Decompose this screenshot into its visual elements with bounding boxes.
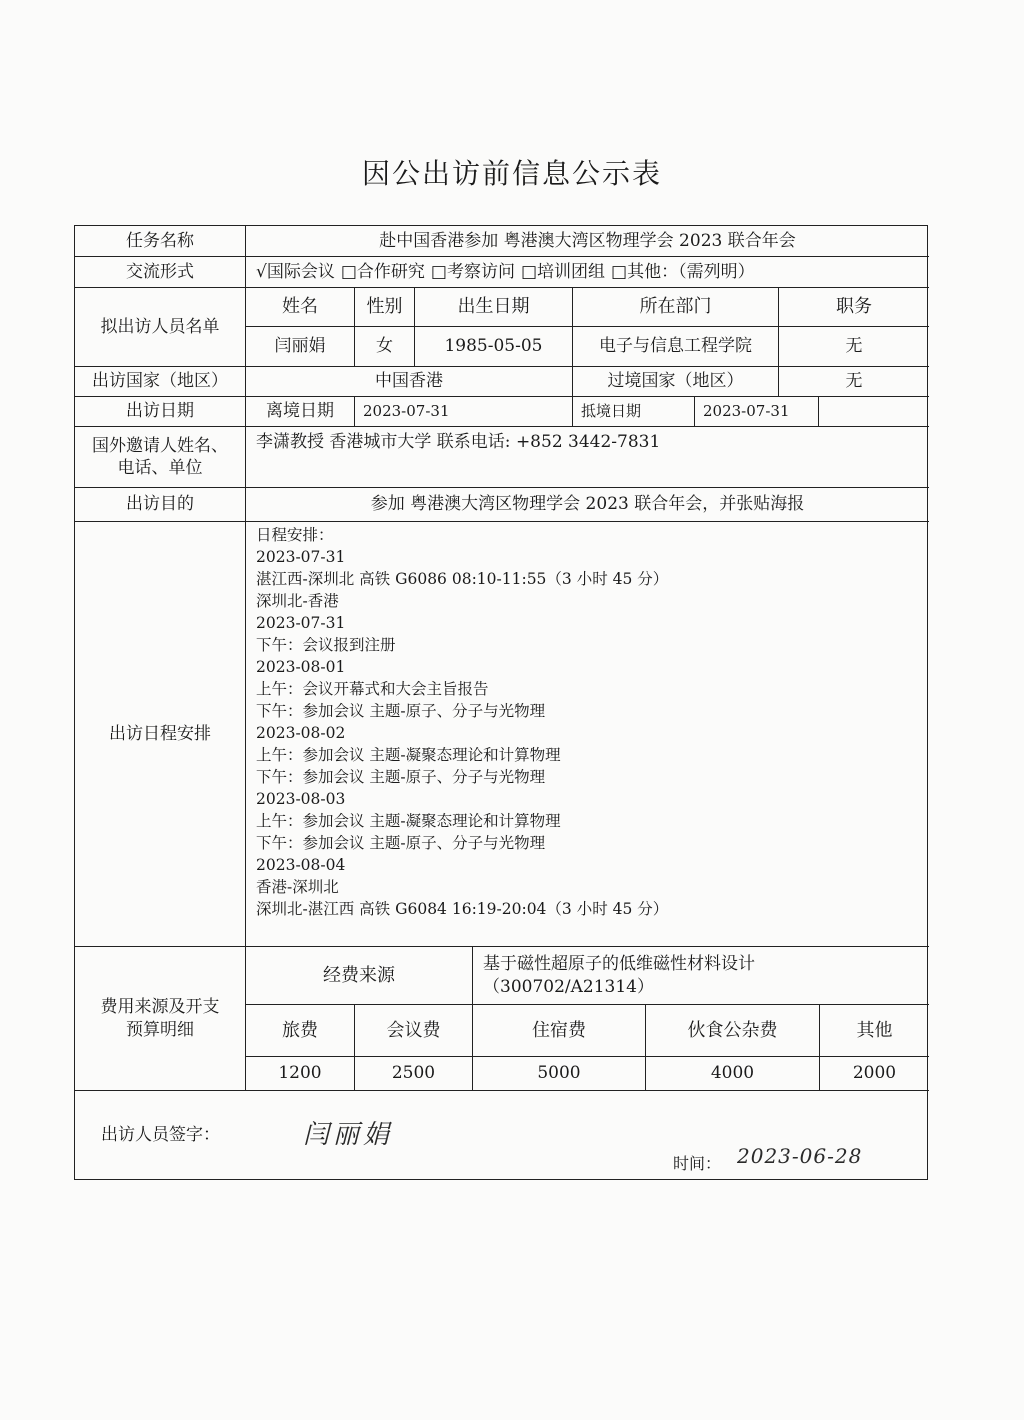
schedule-line: 深圳北-香港 [256, 592, 339, 610]
inviter-label-line2: 电话、单位 [117, 458, 203, 478]
handwritten-signature: 闫丽娟 [303, 1120, 394, 1150]
source-label: 经费来源 [246, 947, 473, 1005]
signature-label: 出访人员签字： [101, 1124, 220, 1145]
value-conference: 2500 [355, 1057, 473, 1091]
transit-label: 过境国家（地区） [573, 367, 779, 397]
value-lodging: 5000 [473, 1057, 646, 1091]
budget-label [75, 947, 246, 1091]
header-gender: 性别 [355, 288, 415, 327]
transit-value: 无 [779, 367, 929, 397]
schedule-line: 湛江西-深圳北 高铁 G6086 08:10-11:55（3 小时 45 分） [256, 570, 669, 588]
members-label: 拟出访人员名单 [75, 288, 246, 367]
option-inspection-visit[interactable]: □考察访问 [430, 261, 515, 282]
schedule-line: 2023-08-04 [256, 856, 346, 874]
dates-empty-cell [819, 397, 929, 427]
schedule-line: 香港-深圳北 [256, 878, 339, 896]
header-other: 其他 [820, 1005, 929, 1057]
exchange-label: 交流形式 [75, 257, 246, 288]
inviter-label [75, 427, 246, 488]
member-dept: 电子与信息工程学院 [573, 327, 779, 367]
task-label: 任务名称 [75, 226, 246, 257]
option-international-conference[interactable]: √国际会议 [256, 261, 335, 282]
country-label: 出访国家（地区） [75, 367, 246, 397]
handwritten-date: 2023-06-28 [737, 1144, 863, 1168]
source-line1: 基于磁性超原子的低维磁性材料设计 [483, 954, 755, 975]
schedule-line: 2023-08-02 [256, 724, 346, 742]
budget-label-line1: 费用来源及开支 [100, 997, 220, 1018]
info-form [74, 225, 928, 1180]
page-title: 因公出访前信息公示表 [361, 157, 662, 190]
header-travel: 旅费 [246, 1005, 355, 1057]
header-food: 伙食公杂费 [646, 1005, 820, 1057]
exchange-options [246, 257, 929, 288]
schedule-line: 2023-07-31 [256, 548, 346, 566]
schedule-line: 上午：参加会议 主题-凝聚态理论和计算物理 [256, 812, 561, 830]
arrive-label: 抵境日期 [573, 397, 695, 427]
source-line2: （300702/A21314） [483, 976, 654, 997]
member-birth: 1985-05-05 [415, 327, 573, 367]
depart-date: 2023-07-31 [355, 397, 573, 427]
option-other[interactable]: □其他：（需列明） [611, 261, 755, 282]
option-training-group[interactable]: □培训团组 [520, 261, 606, 282]
budget-label-line2: 预算明细 [126, 1019, 194, 1040]
inviter-label-line1: 国外邀请人姓名、 [92, 435, 228, 456]
schedule-line: 2023-08-03 [256, 790, 346, 808]
schedule-line: 下午：会议报到注册 [256, 636, 396, 654]
arrive-date: 2023-07-31 [695, 397, 819, 427]
schedule-line: 下午：参加会议 主题-原子、分子与光物理 [256, 834, 546, 852]
value-other: 2000 [820, 1057, 929, 1091]
schedule-line: 深圳北-湛江西 高铁 G6084 16:19-20:04（3 小时 45 分） [256, 900, 669, 918]
member-gender: 女 [355, 327, 415, 367]
purpose-value: 参加 粤港澳大湾区物理学会 2023 联合年会，并张贴海报 [246, 488, 929, 522]
value-food: 4000 [646, 1057, 820, 1091]
header-conference: 会议费 [355, 1005, 473, 1057]
purpose-label: 出访目的 [75, 488, 246, 522]
option-cooperative-research[interactable]: □合作研究 [340, 261, 425, 282]
schedule-line: 2023-08-01 [256, 658, 346, 676]
task-value: 赴中国香港参加 粤港澳大湾区物理学会 2023 联合年会 [246, 226, 929, 257]
member-post: 无 [779, 327, 929, 367]
depart-label: 离境日期 [246, 397, 355, 427]
dates-label: 出访日期 [75, 397, 246, 427]
schedule-content [246, 522, 929, 947]
inviter-value: 李潇教授 香港城市大学 联系电话: +852 3442-7831 [246, 427, 929, 488]
country-value: 中国香港 [246, 367, 573, 397]
schedule-line: 下午：参加会议 主题-原子、分子与光物理 [256, 768, 546, 786]
date-label: 时间： [673, 1154, 722, 1173]
schedule-line: 日程安排： [256, 526, 334, 544]
schedule-line: 上午：会议开幕式和大会主旨报告 [256, 680, 489, 698]
value-travel: 1200 [246, 1057, 355, 1091]
member-name: 闫丽娟 [246, 327, 355, 367]
schedule-line: 上午：参加会议 主题-凝聚态理论和计算物理 [256, 746, 561, 764]
schedule-line: 下午：参加会议 主题-原子、分子与光物理 [256, 702, 546, 720]
schedule-line: 2023-07-31 [256, 614, 346, 632]
header-post: 职务 [779, 288, 929, 327]
header-lodging: 住宿费 [473, 1005, 646, 1057]
header-dept: 所在部门 [573, 288, 779, 327]
source-value [473, 947, 929, 1005]
schedule-label: 出访日程安排 [75, 522, 246, 947]
header-name: 姓名 [246, 288, 355, 327]
header-birth: 出生日期 [415, 288, 573, 327]
